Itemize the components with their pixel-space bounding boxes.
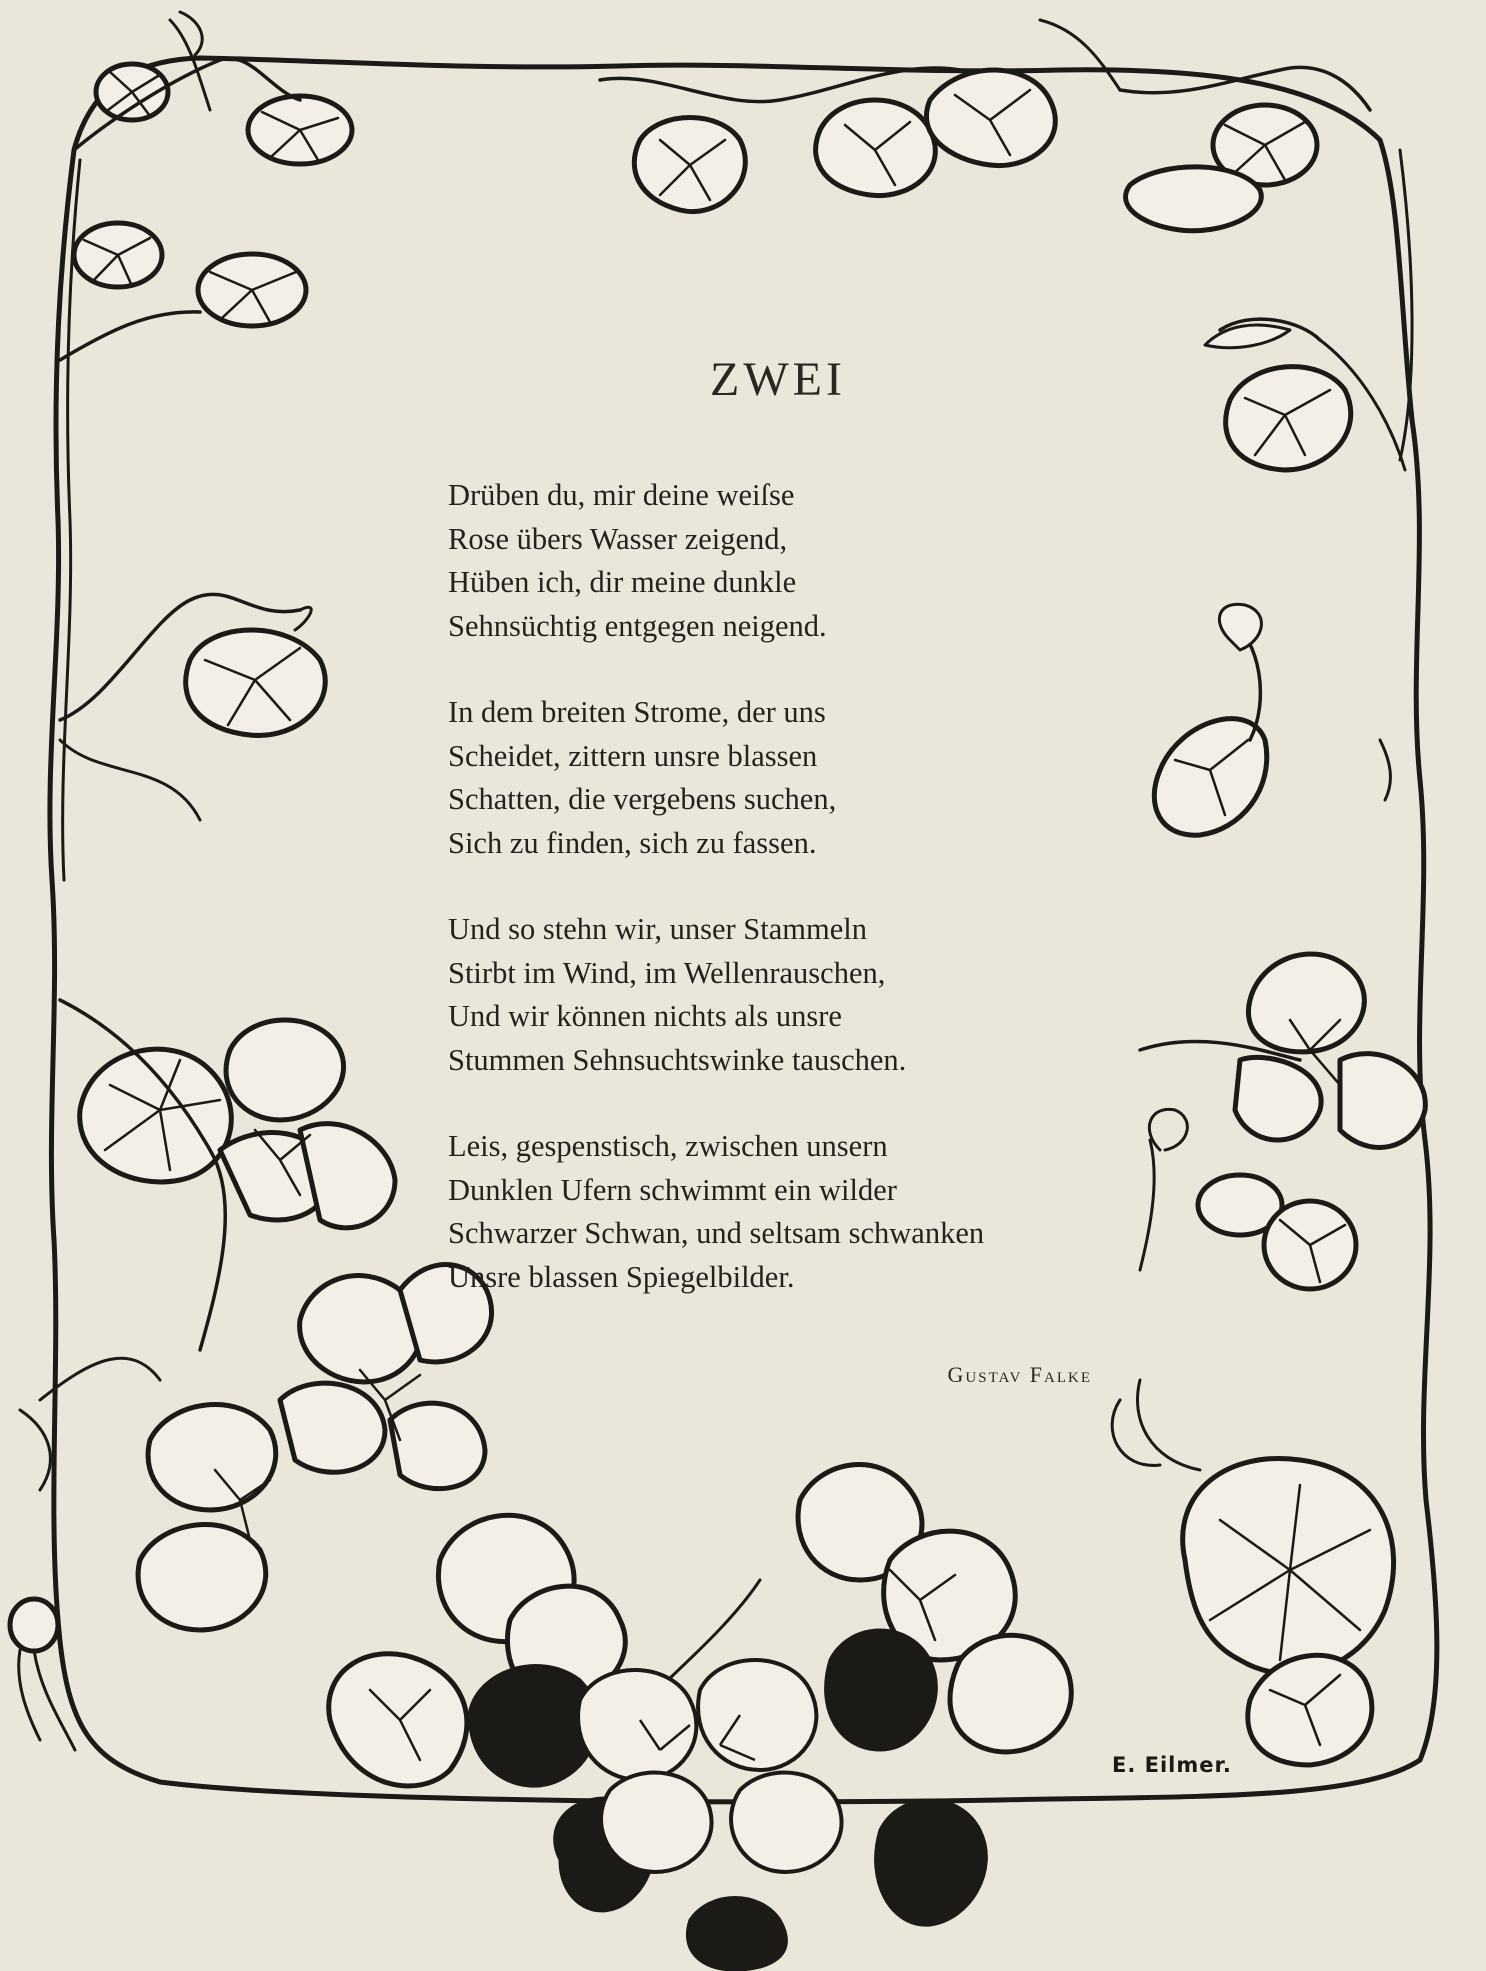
flower-left-lower-2 bbox=[220, 1020, 395, 1228]
stanza-2 bbox=[448, 691, 1128, 865]
poem-line: Sehnsüchtig entgegen neigend. bbox=[448, 608, 827, 643]
poem-line: Und so stehn wir, unser Stammeln bbox=[448, 912, 867, 946]
flower-top-middle-3 bbox=[926, 70, 1055, 166]
poem-line: Dunklen Ufern schwimmt ein wilder bbox=[448, 1172, 897, 1207]
poem-line: Schatten, die vergebens suchen, bbox=[448, 782, 837, 816]
leaf-left-upper-2 bbox=[198, 254, 306, 326]
leaf-top-right-2 bbox=[1126, 167, 1262, 231]
leaf-top-left-2 bbox=[248, 96, 352, 164]
poem-line: Hüben ich, dir meine dunkle bbox=[448, 565, 797, 599]
poem-line: Stummen Sehnsuchtswinke tauschen. bbox=[448, 1042, 907, 1077]
flower-left-lower-1 bbox=[80, 1049, 232, 1182]
poem-line: Schwarzer Schwan, und seltsam schwanken bbox=[448, 1216, 985, 1250]
poem-title: ZWEI bbox=[710, 353, 846, 406]
flower-top-middle-1 bbox=[634, 118, 745, 212]
poem-line: Leis, gespenstisch, zwischen unsern bbox=[448, 1129, 888, 1163]
poem-line: Stirbt im Wind, im Wellenrauschen, bbox=[448, 955, 886, 990]
poem-line: Sich zu finden, sich zu fassen. bbox=[448, 825, 817, 860]
poem-author: Gustav Falke bbox=[947, 1362, 1092, 1387]
stanza-4 bbox=[448, 1125, 1128, 1299]
poem-line: Scheidet, zittern unsre blassen bbox=[448, 738, 818, 773]
leaf-right-lower-small bbox=[1198, 1175, 1356, 1289]
stanza-3 bbox=[448, 908, 1128, 1082]
flower-left-bottom bbox=[138, 1405, 276, 1630]
stanza-1 bbox=[448, 474, 1128, 648]
leaf-right-middle bbox=[1154, 719, 1266, 835]
leaf-left-middle bbox=[186, 630, 326, 735]
poem-line: In dem breiten Strome, der uns bbox=[448, 695, 826, 729]
leaf-left-upper-1 bbox=[74, 223, 162, 287]
poem-line: Und wir können nichts als unsre bbox=[448, 999, 842, 1033]
poem-line: Unsre blassen Spiegelbilder. bbox=[448, 1259, 795, 1294]
poem-line: Rose übers Wasser zeigend, bbox=[448, 521, 788, 556]
poem-body bbox=[448, 474, 1128, 1342]
poem-line: Drüben du, mir deine weiſse bbox=[448, 478, 795, 512]
flower-top-middle-2 bbox=[816, 100, 936, 196]
leaf-right-bottom-large bbox=[1183, 1458, 1394, 1673]
artist-signature: E. Eilmer. bbox=[1112, 1753, 1232, 1777]
